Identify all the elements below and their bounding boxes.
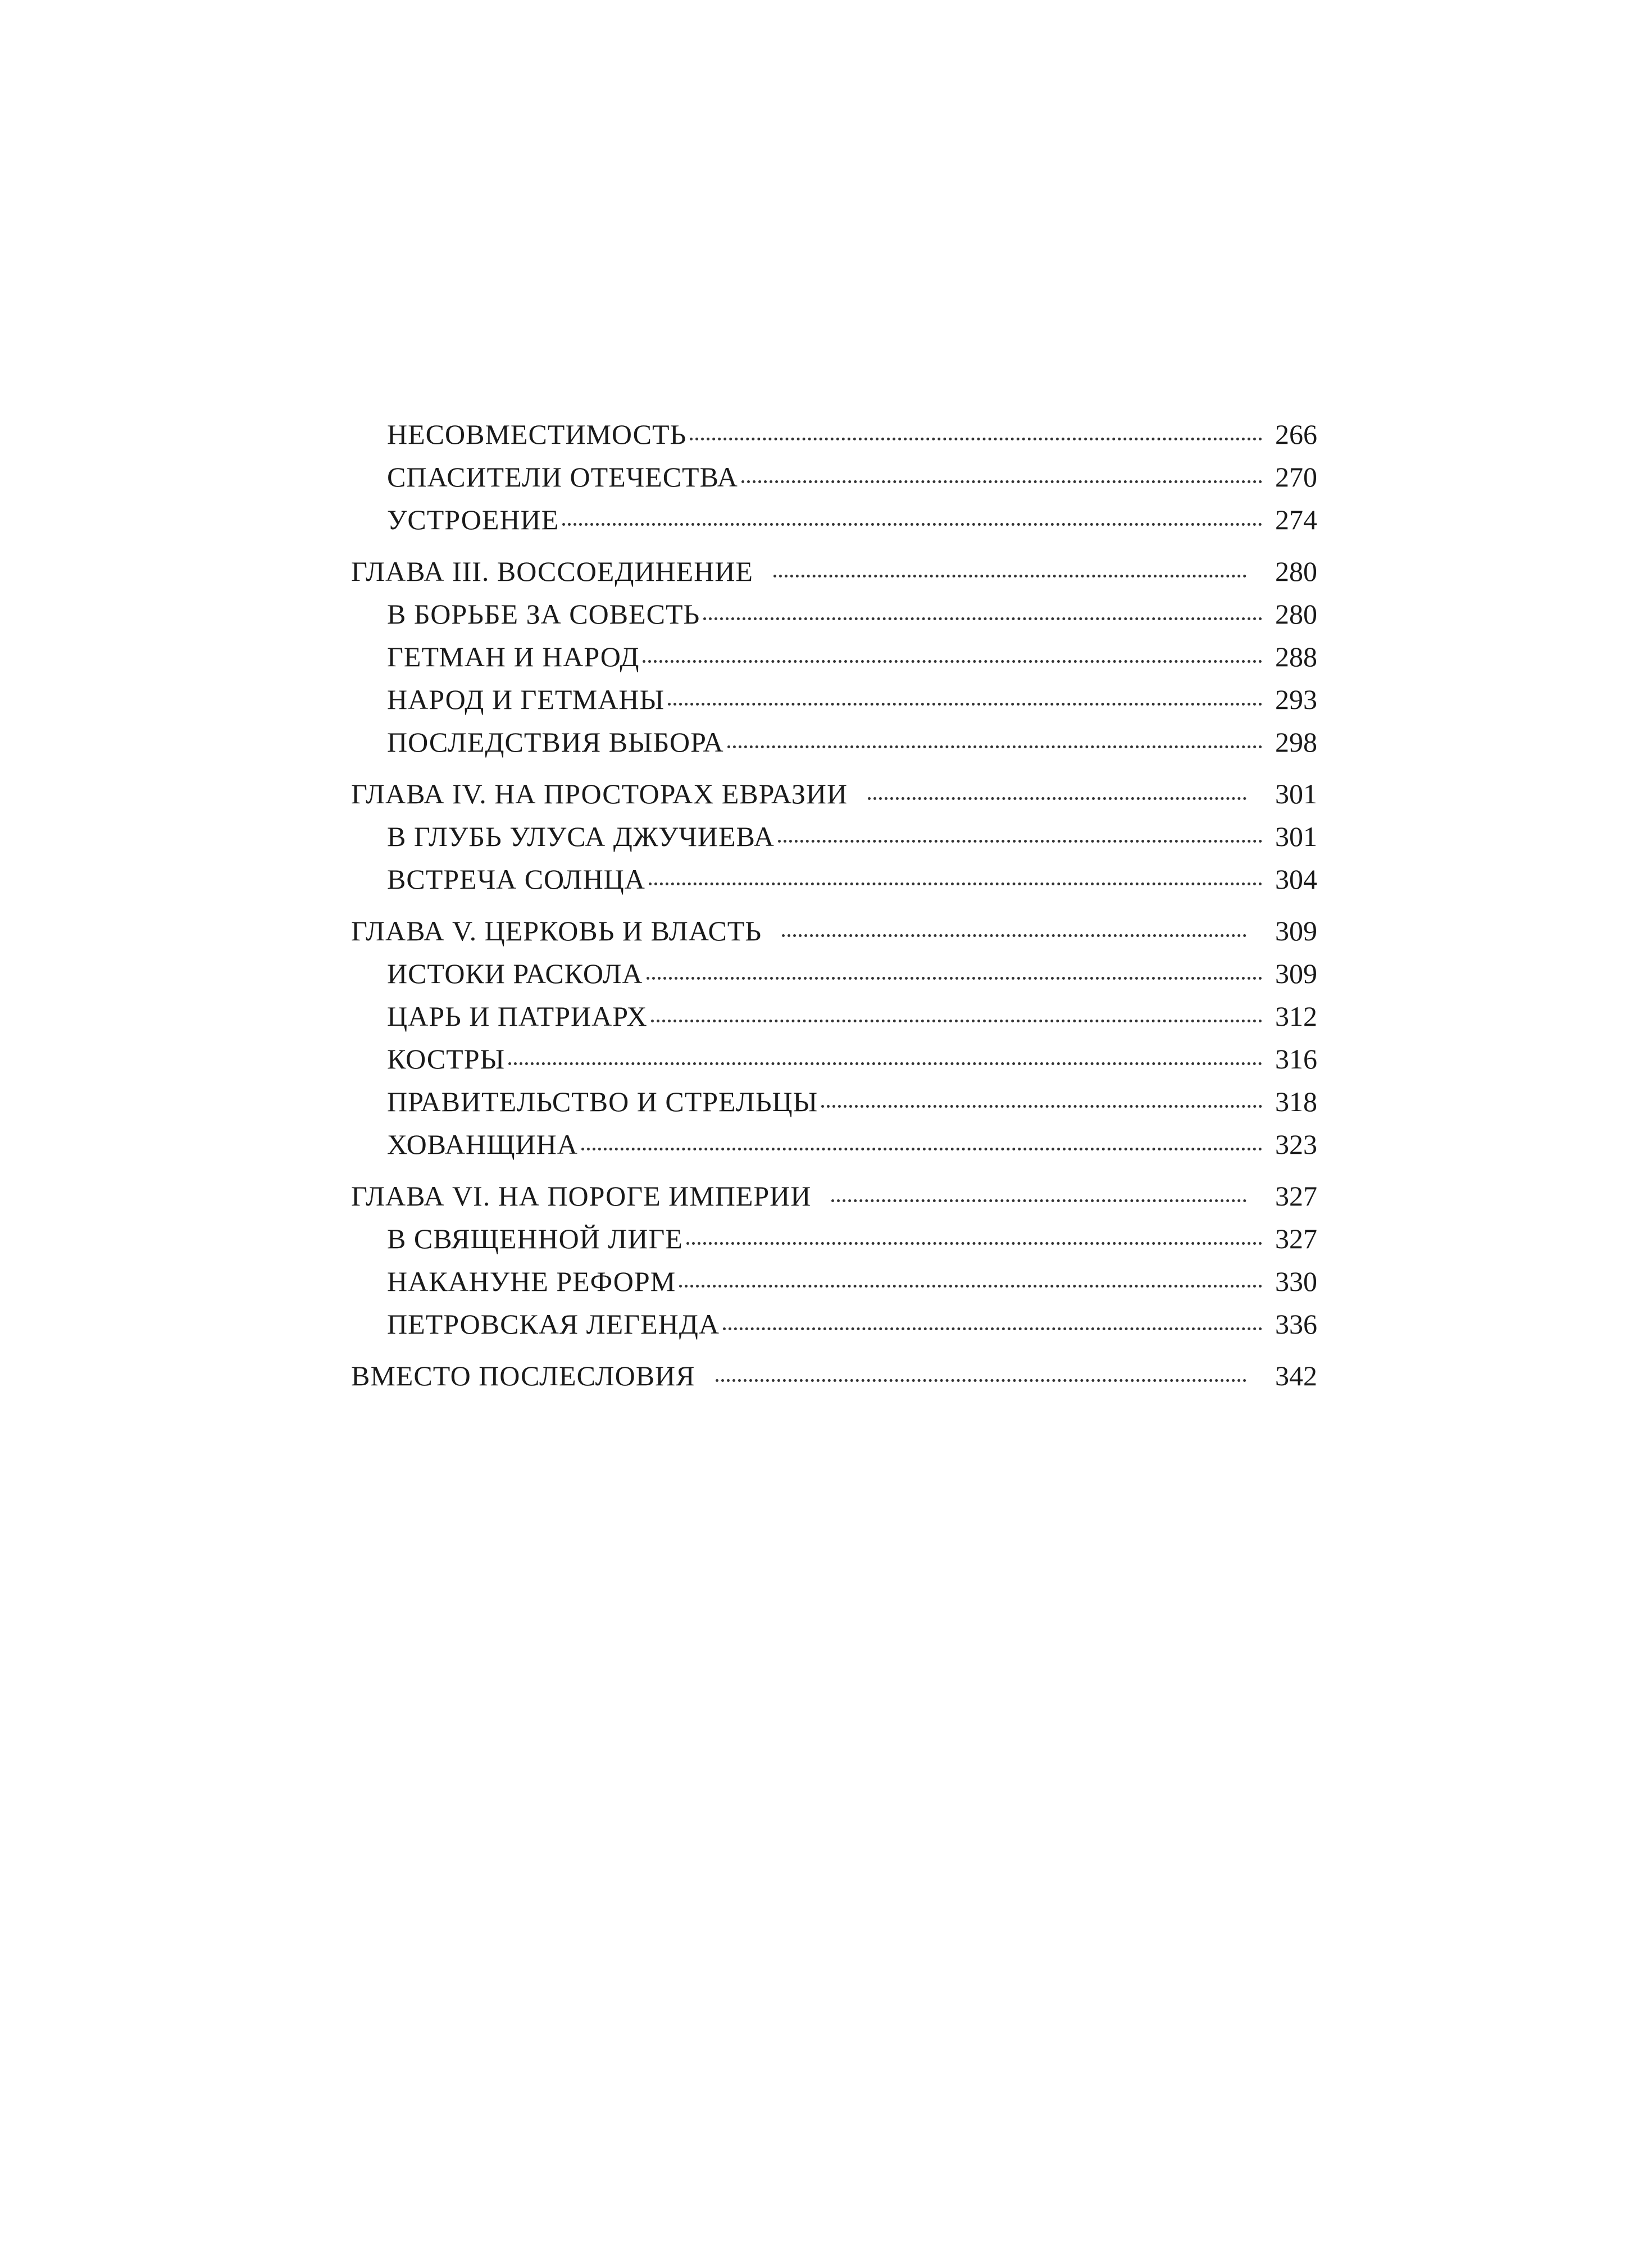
toc-entry-section (351, 952, 1317, 995)
toc-entry-page-number: 312 (1275, 1000, 1317, 1032)
toc-entry-title: УСТРОЕНИЕ (387, 504, 559, 535)
toc-entry-section (351, 498, 1317, 541)
toc-entry-section (351, 635, 1317, 678)
toc-entry-section (351, 1080, 1317, 1123)
toc-entry-title: ГЛАВА V. ЦЕРКОВЬ И ВЛАСТЬ (351, 915, 762, 947)
dot-leader (679, 1285, 1262, 1288)
toc-entry-section (351, 815, 1317, 858)
toc-entry-page-number: 342 (1275, 1360, 1317, 1391)
dot-leader (773, 575, 1246, 577)
dot-leader (778, 840, 1262, 843)
toc-entry-page-number: 327 (1275, 1223, 1317, 1254)
toc-entry-page-number: 274 (1275, 504, 1317, 535)
toc-entry-section (351, 413, 1317, 456)
dot-leader (581, 1148, 1262, 1150)
dot-leader (821, 1105, 1262, 1108)
dot-leader (703, 617, 1262, 620)
dot-leader (716, 1379, 1246, 1382)
toc-entry-title: ХОВАНЩИНА (387, 1129, 578, 1160)
toc-entry-section (351, 1217, 1317, 1260)
toc-entry-title: СПАСИТЕЛИ ОТЕЧЕСТВА (387, 461, 738, 493)
toc-entry-section (351, 858, 1317, 900)
dot-leader (649, 883, 1262, 885)
toc-entry-page-number: 280 (1275, 598, 1317, 630)
toc-entry-page-number: 323 (1275, 1129, 1317, 1160)
toc-entry-page-number: 336 (1275, 1308, 1317, 1340)
toc-entry-section (351, 721, 1317, 763)
toc-entry-page-number: 293 (1275, 684, 1317, 715)
toc-entry-section (351, 1303, 1317, 1345)
toc-entry-title: ГЛАВА III. ВОССОЕДИНЕНИЕ (351, 556, 753, 587)
toc-entry-section (351, 1123, 1317, 1166)
dot-leader (741, 480, 1262, 483)
dot-leader (723, 1327, 1262, 1330)
toc-entry-page-number: 304 (1275, 863, 1317, 895)
toc-entry-chapter (351, 772, 1317, 815)
toc-entry-title: ГЕТМАН И НАРОД (387, 641, 640, 672)
toc-entry-title: В СВЯЩЕННОЙ ЛИГЕ (387, 1223, 683, 1254)
toc-entry-title: ВМЕСТО ПОСЛЕСЛОВИЯ (351, 1360, 695, 1391)
toc-entry-page-number: 280 (1275, 556, 1317, 587)
toc-entry-section (351, 678, 1317, 721)
toc-entry-title: В БОРЬБЕ ЗА СОВЕСТЬ (387, 598, 700, 630)
dot-leader (651, 1020, 1262, 1022)
toc-entry-title: ЦАРЬ И ПАТРИАРХ (387, 1000, 648, 1032)
toc-entry-title: ГЛАВА VI. НА ПОРОГЕ ИМПЕРИИ (351, 1180, 812, 1212)
toc-entry-title: НАРОД И ГЕТМАНЫ (387, 684, 665, 715)
dot-leader (727, 745, 1262, 748)
dot-leader (562, 523, 1262, 526)
toc-entry-section (351, 1260, 1317, 1303)
toc-entry-page-number: 266 (1275, 419, 1317, 450)
toc-entry-page-number: 288 (1275, 641, 1317, 672)
toc-entry-page-number: 270 (1275, 461, 1317, 493)
toc-entry-section (351, 1038, 1317, 1080)
toc-entry-section (351, 593, 1317, 635)
dot-leader (647, 977, 1262, 980)
toc-entry-page-number: 301 (1275, 821, 1317, 852)
dot-leader (690, 438, 1262, 440)
toc-entry-title: В ГЛУБЬ УЛУСА ДЖУЧИЕВА (387, 821, 775, 852)
toc-entry-title: ГЛАВА IV. НА ПРОСТОРАХ ЕВРАЗИИ (351, 778, 848, 809)
toc-entry-title: ПРАВИТЕЛЬСТВО И СТРЕЛЬЦЫ (387, 1086, 818, 1117)
dot-leader (831, 1199, 1246, 1202)
toc-entry-page-number: 298 (1275, 726, 1317, 758)
dot-leader (868, 797, 1246, 800)
toc-entry-chapter (351, 1175, 1317, 1217)
toc-entry-title: КОСТРЫ (387, 1043, 506, 1075)
toc-entry-page-number: 327 (1275, 1180, 1317, 1212)
toc-entry-title: ПЕТРОВСКАЯ ЛЕГЕНДА (387, 1308, 720, 1340)
toc-entry-page-number: 318 (1275, 1086, 1317, 1117)
toc-entry-page-number: 301 (1275, 778, 1317, 809)
toc-entry-title: ВСТРЕЧА СОЛНЦА (387, 863, 645, 895)
toc-entry-page-number: 330 (1275, 1266, 1317, 1297)
toc-entry-section (351, 456, 1317, 498)
dot-leader (686, 1242, 1262, 1245)
dot-leader (643, 660, 1262, 663)
toc-entry-title: ПОСЛЕДСТВИЯ ВЫБОРА (387, 726, 724, 758)
toc-entry-page-number: 309 (1275, 915, 1317, 947)
toc-entry-title: НЕСОВМЕСТИМОСТЬ (387, 419, 687, 450)
toc-entry-chapter (351, 1354, 1317, 1397)
toc-entry-chapter (351, 909, 1317, 952)
toc-entry-page-number: 309 (1275, 958, 1317, 989)
toc-entry-title: ИСТОКИ РАСКОЛА (387, 958, 643, 989)
dot-leader (668, 703, 1262, 706)
dot-leader (508, 1062, 1262, 1065)
toc-entry-section (351, 995, 1317, 1038)
dot-leader (782, 934, 1246, 937)
toc-entry-chapter (351, 550, 1317, 593)
toc-entry-title: НАКАНУНЕ РЕФОРМ (387, 1266, 676, 1297)
toc-entry-page-number: 316 (1275, 1043, 1317, 1075)
table-of-contents (351, 413, 1317, 1397)
